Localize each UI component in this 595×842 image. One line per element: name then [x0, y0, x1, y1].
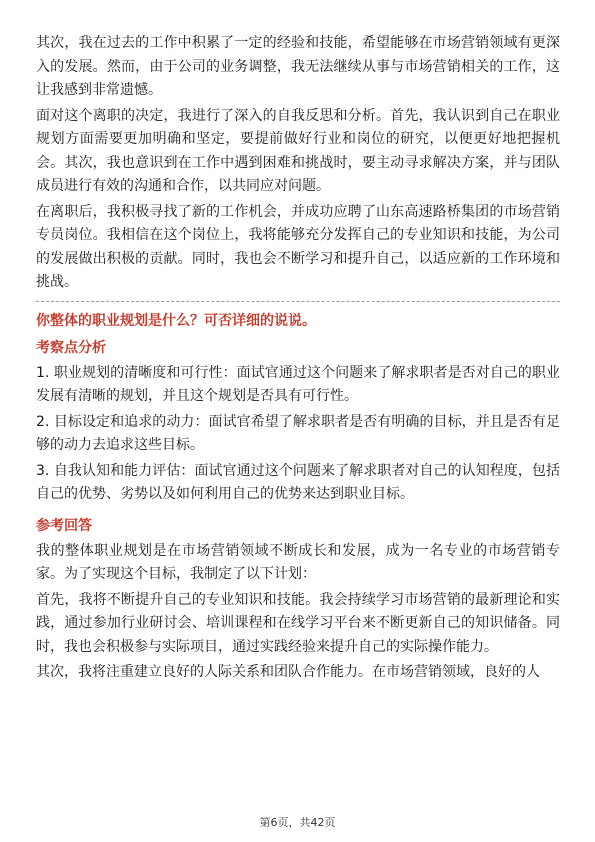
intro-paragraph-2: 面对这个离职的决定，我进行了深入的自我反思和分析。首先，我认识到自己在职业规划方面需要更加明确和坚定，要提前做好行业和岗位的研究，以便更好地把握机会。其次，我也意识到在工作中遇到困难和挑战时，要主动寻求解决方案，并与团队成员进行有效的沟通和合作，以共同应对问题。 — [36, 107, 560, 194]
analysis-item-2: 2. 目标设定和追求的动力：面试官希望了解求职者是否有明确的目标，并且是否有足够的动力去追求这些目标。 — [36, 413, 560, 453]
intro-paragraph-3: 在离职后，我积极寻找了新的工作机会，并成功应聘了山东高速路桥集团的市场营销专员岗位。我相信在这个岗位上，我将能够充分发挥自己的专业知识和技能，为公司的发展做出积极的贡献。同时，我也会不断学习和提升自己，以适应新的工作环境和挑战。 — [36, 203, 560, 290]
answer-paragraph-3: 其次，我将注重建立良好的人际关系和团队合作能力。在市场营销领域，良好的人 — [36, 664, 540, 680]
page-number: 第6页，共42页 — [259, 816, 336, 829]
section-divider — [36, 301, 560, 302]
answer-paragraph-1: 我的整体职业规划是在市场营销领域不断成长和发展，成为一名专业的市场营销专家。为了实现这个目标，我制定了以下计划： — [36, 542, 560, 582]
page-content — [36, 32, 560, 687]
question-heading: 你整体的职业规划是什么？可否详细的说说。 — [36, 312, 316, 329]
intro-paragraph-1: 其次，我在过去的工作中积累了一定的经验和技能，希望能够在市场营销领域有更深入的发展。然而，由于公司的业务调整，我无法继续从事与市场营销相关的工作，这让我感到非常遗憾。 — [36, 35, 560, 98]
analysis-title: 考察点分析 — [36, 339, 106, 356]
answer-paragraph-2: 首先，我将不断提升自己的专业知识和技能。我会持续学习市场营销的最新理论和实践，通过参加行业研讨会、培训课程和在线学习平台来不断更新自己的知识储备。同时，我也会积极参与实际项目，通过实践经验来提升自己的实际操作能力。 — [36, 591, 560, 655]
analysis-item-3: 3. 自我认知和能力评估：面试官通过这个问题来了解求职者对自己的认知程度，包括自己的优势、劣势以及如何利用自己的优势来达到职业目标。 — [36, 462, 560, 502]
analysis-item-1: 1. 职业规划的清晰度和可行性：面试官通过这个问题来了解求职者是否对自己的职业发展有清晰的规划，并且这个规划是否具有可行性。 — [36, 364, 560, 404]
answer-title: 参考回答 — [36, 517, 92, 534]
